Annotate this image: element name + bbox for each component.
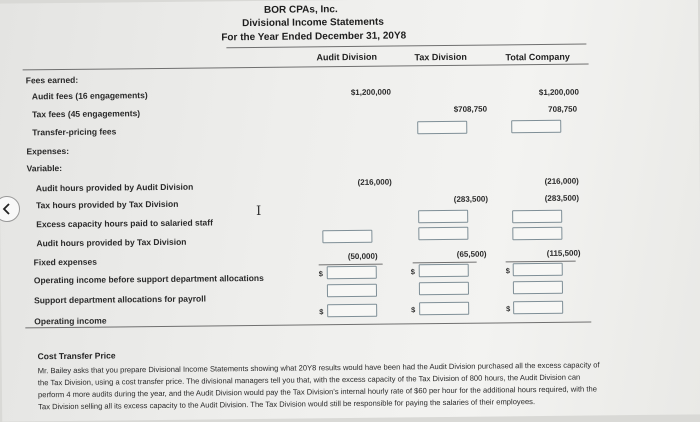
statement-title: Divisional Income Statements [242,16,384,30]
support-alloc-audit-input[interactable] [327,284,377,298]
audit-fees-audit: $1,200,000 [350,87,391,97]
fixed-expenses-label: Fixed expenses [33,256,97,268]
audit-fees-total: $1,200,000 [538,87,579,98]
col-tax-division: Tax Division [414,51,467,63]
chevron-left-icon [1,203,13,215]
tax-fees-label: Tax fees (45 engagements) [32,108,141,120]
op-income-total-input[interactable] [513,301,563,315]
text-cursor-icon: I [256,203,262,219]
tax-fees-total: 708,750 [548,104,578,114]
excess-capacity-label: Excess capacity hours paid to salaried staff [36,217,213,230]
support-alloc-total-input[interactable] [513,281,563,295]
header-rule-bottom [23,63,589,70]
op-income-label: Operating income [34,315,107,327]
audit-hours-tax-audit-input[interactable] [322,230,372,244]
audit-hours-audit-audit: (216,000) [357,177,392,187]
op-income-before-label: Operating income before support department allocations [33,272,264,286]
op-income-audit-dollar: $ [319,307,324,317]
audit-fees-label: Audit fees (16 engagements) [31,90,148,102]
cost-transfer-line-3: perform 4 more audits during the year, and the Audit Division would pay the Tax Division's internal hourly rate of $60 per hour for the additional hours required, with the [37,384,597,400]
op-income-before-audit-input[interactable] [327,266,377,280]
op-income-tax-input[interactable] [419,302,469,316]
statement-period: For the Year Ended December 31, 20Y8 [221,30,407,44]
op-before-tax-dollar: $ [410,267,415,277]
tax-fees-tax: $708,750 [453,104,488,114]
op-income-tax-dollar: $ [411,305,416,315]
excess-capacity-total-input[interactable] [512,210,562,224]
col-total-company: Total Company [505,51,570,63]
cost-transfer-line-1: Mr. Bailey asks that you prepare Divisional Income Statements showing what 20Y8 results would have been had the Audit Division purchased all the excess capacity of [37,360,600,376]
fixed-expenses-audit: (50,000) [347,251,378,262]
cost-transfer-line-2: the Tax Division, using a cost transfer price. The divisional managers tell you that, with the excess capacity of the Tax Division of 800 hours, the Audit Division can [37,372,581,388]
tax-hours-total: (283,500) [544,193,580,203]
support-alloc-label: Support department allocations for payroll [33,293,206,306]
op-before-audit-dollar: $ [318,269,323,279]
transfer-pricing-label: Transfer-pricing fees [32,126,117,138]
op-income-total-dollar: $ [506,304,511,314]
support-alloc-tax-input[interactable] [419,282,469,296]
variable-heading: Variable: [26,163,63,174]
excess-capacity-tax-input[interactable] [418,210,468,224]
col-audit-division: Audit Division [316,51,378,63]
cost-transfer-title: Cost Transfer Price [37,350,116,362]
table-bottom-rule [25,321,591,328]
transfer-pricing-tax-input[interactable] [417,121,467,135]
header-rule-top [226,44,586,49]
op-income-before-tax-input[interactable] [419,264,469,278]
audit-hours-tax-total-input[interactable] [512,227,562,241]
audit-hours-audit-total: (216,000) [544,176,579,186]
op-income-audit-input[interactable] [327,304,377,318]
audit-hours-tax-tax-input[interactable] [418,227,468,241]
fixed-expenses-total: (115,500) [546,248,581,258]
tax-hours-label: Tax hours provided by Tax Division [35,198,179,211]
fixed-expenses-tax: (65,500) [456,249,487,259]
fees-earned-heading: Fees earned: [25,74,79,86]
audit-hours-audit-label: Audit hours provided by Audit Division [35,181,194,194]
expenses-heading: Expenses: [26,145,70,157]
company-name: BOR CPAs, Inc. [263,4,338,16]
cost-transfer-line-4: Tax Division selling all its excess capacity to the Audit Division. The Tax Division would still be responsible for paying the salaries of their employees. [38,397,536,412]
transfer-pricing-total-input[interactable] [511,120,561,134]
audit-hours-tax-label: Audit hours provided by Tax Division [36,236,187,249]
op-income-before-total-input[interactable] [513,263,563,277]
op-before-total-dollar: $ [505,266,510,276]
tax-hours-tax: (283,500) [453,194,489,204]
